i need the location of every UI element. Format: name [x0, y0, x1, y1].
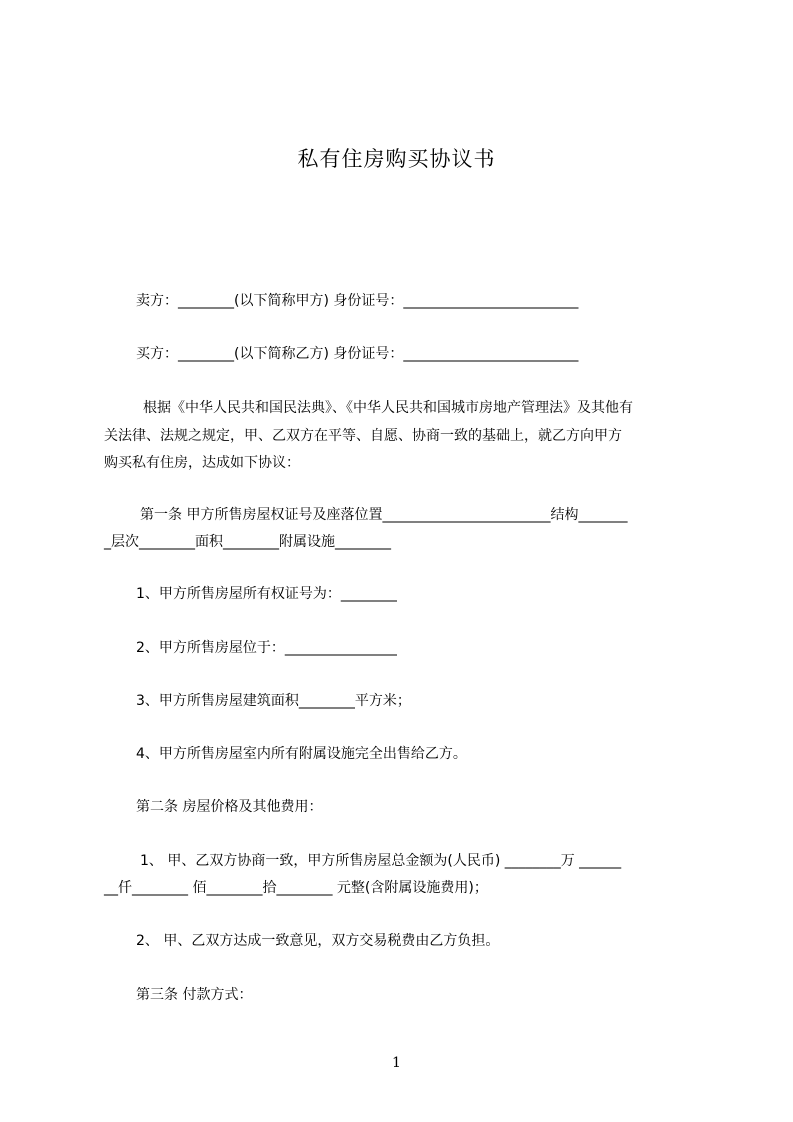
price-line-1: 1、 甲、乙双方协商一致，甲方所售房屋总金额为(人民币) ________万 ______	[140, 853, 622, 869]
price-line-2: __仟________ 佰________拾________ 元整(含附属设施费用)；	[104, 880, 488, 896]
article-1-line-2: _层次________面积________附属设施________	[104, 534, 391, 550]
intro-paragraph-line-3: 购买私有住房，达成如下协议：	[104, 455, 300, 471]
intro-paragraph-line-2: 关法律、法规之规定，甲、乙双方在平等、自愿、协商一致的基础上，就乙方向甲方	[104, 428, 622, 444]
tax-line: 2、 甲、乙双方达成一致意见，双方交易税费由乙方负担。	[136, 933, 500, 949]
article-3-heading: 第三条 付款方式：	[136, 987, 253, 1003]
clause-item-2: 2、甲方所售房屋位于：________________	[136, 640, 397, 656]
article-1-line-1: 第一条 甲方所售房屋权证号及座落位置________________________结构_______	[140, 507, 628, 523]
page-number: 1	[392, 1055, 401, 1071]
intro-paragraph-line-1: 根据《中华人民共和国民法典》、《中华人民共和国城市房地产管理法》及其他有	[143, 400, 633, 416]
document-title: 私有住房购买协议书	[297, 147, 496, 171]
clause-item-4: 4、甲方所售房屋室内所有附属设施完全出售给乙方。	[136, 746, 467, 762]
seller-line: 卖方：________(以下简称甲方) 身份证号：_________________________	[136, 293, 579, 309]
buyer-line: 买方：________(以下简称乙方) 身份证号：_________________________	[136, 346, 579, 362]
clause-item-3: 3、甲方所售房屋建筑面积________平方米；	[136, 693, 411, 709]
article-2-heading: 第二条 房屋价格及其他费用：	[136, 799, 323, 815]
clause-item-1: 1、甲方所售房屋所有权证号为：________	[136, 586, 397, 602]
